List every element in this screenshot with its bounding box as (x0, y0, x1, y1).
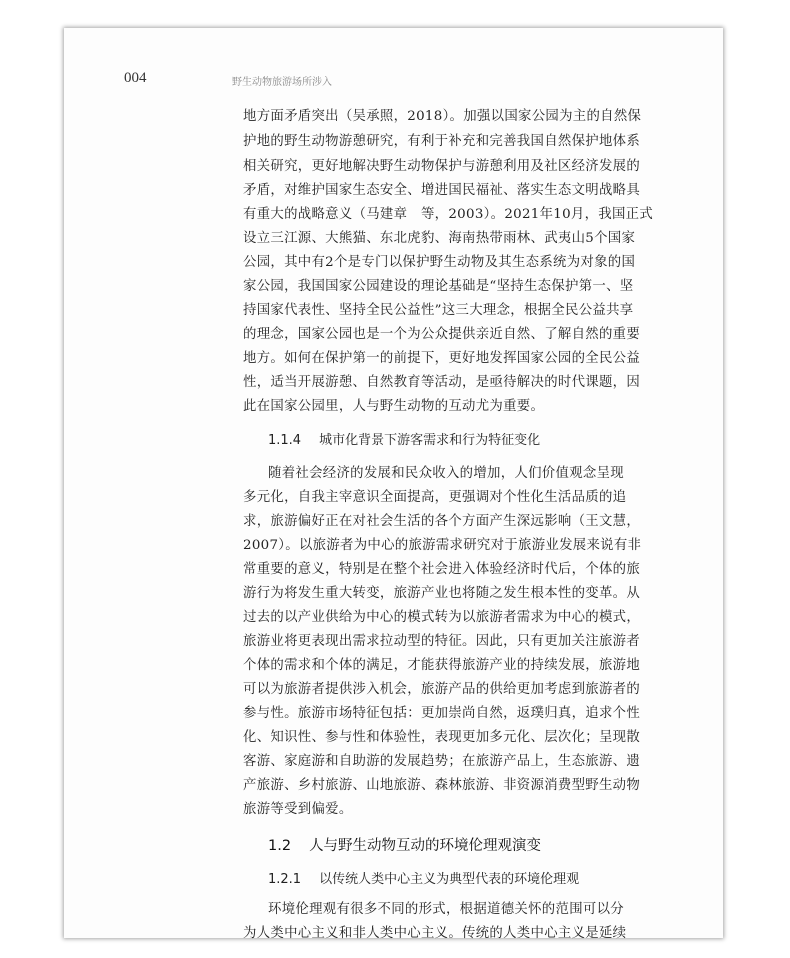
text-line: 持国家代表性、坚持全民公益性”这三大理念，根据全民公益共享 (243, 303, 634, 318)
text-line: 此在国家公园里，人与野生动物的互动尤为重要。 (243, 399, 545, 414)
section-title: 城市化背景下游客需求和行为特征变化 (319, 433, 541, 448)
text-line: 相关研究，更好地解决野生动物保护与游憩利用及社区经济发展的 (243, 159, 641, 174)
text-line: 护地的野生动物游憩研究，有利于补充和完善我国自然保护地体系 (243, 134, 641, 149)
text-line: 有重大的战略意义（马建章 等，2003）。2021年10月，我国正式 (243, 207, 654, 222)
section-number: 1.1.4 (268, 433, 302, 448)
section-title: 以传统人类中心主义为典型代表的环境伦理观 (319, 872, 580, 887)
section-heading-1-2 (268, 834, 541, 855)
text-line: 求，旅游偏好正在对社会生活的各个方面产生深远影响（王文慧， (243, 514, 641, 529)
text-line: 的理念，国家公园也是一个为公众提供亲近自然、了解自然的重要 (243, 327, 641, 342)
text-line: 可以为旅游者提供涉入机会，旅游产品的供给更加考虑到旅游者的 (243, 682, 641, 697)
text-line: 环境伦理观有很多不同的形式，根据道德关怀的范围可以分 (268, 902, 624, 917)
text-line: 产旅游、乡村旅游、山地旅游、森林旅游、非资源消费型野生动物 (243, 778, 641, 793)
text-line: 参与性。旅游市场特征包括：更加崇尚自然，返璞归真，追求个性 (243, 706, 641, 721)
text-line: 旅游业将更表现出需求拉动型的特征。因此，只有更加关注旅游者 (243, 634, 641, 649)
text-line: 家公园，我国国家公园建设的理论基础是“坚持生态保护第一、坚 (243, 279, 634, 294)
text-line: 常重要的意义，特别是在整个社会进入体验经济时代后，个体的旅 (243, 562, 641, 577)
text-line: 多元化，自我主宰意识全面提高，更强调对个性化生活品质的追 (243, 490, 627, 505)
text-line: 为人类中心主义和非人类中心主义。传统的人类中心主义是延续 (243, 926, 627, 941)
section-title: 人与野生动物互动的环境伦理观演变 (309, 838, 542, 854)
text-line: 过去的以产业供给为中心的模式转为以旅游者需求为中心的模式， (243, 610, 641, 625)
section-heading-1-1-4 (268, 429, 540, 448)
text-line: 地方面矛盾突出（吴承照，2018）。加强以国家公园为主的自然保 (243, 109, 642, 124)
text-line: 客游、家庭游和自助游的发展趋势；在旅游产品上，生态旅游、遗 (243, 754, 641, 769)
text-line: 游行为将发生重大转变，旅游产业也将随之发生根本性的变革。从 (243, 586, 641, 601)
page-number: 004 (124, 70, 147, 86)
text-line: 随着社会经济的发展和民众收入的增加，人们价值观念呈现 (268, 466, 624, 481)
section-heading-1-2-1 (268, 868, 579, 887)
text-line: 公园，其中有2个是专门以保护野生动物及其生态系统为对象的国 (243, 255, 636, 270)
section-number: 1.2.1 (268, 872, 302, 887)
text-line: 个体的需求和个体的满足，才能获得旅游产业的持续发展，旅游地 (243, 658, 641, 673)
text-line: 矛盾，对维护国家生态安全、增进国民福祉、落实生态文明战略具 (243, 183, 641, 198)
text-line: 性，适当开展游憩、自然教育等活动，是亟待解决的时代课题，因 (243, 375, 641, 390)
text-line: 地方。如何在保护第一的前提下，更好地发挥国家公园的全民公益 (243, 351, 641, 366)
running-header-title: 野生动物旅游场所涉入 (232, 77, 332, 88)
text-line: 2007）。以旅游者为中心的旅游需求研究对于旅游业发展来说有非 (243, 538, 642, 553)
section-number: 1.2 (268, 838, 292, 854)
text-line: 化、知识性、参与性和体验性，表现更加多元化、层次化；呈现散 (243, 730, 641, 745)
text-line: 设立三江源、大熊猫、东北虎豹、海南热带雨林、武夷山5个国家 (243, 231, 636, 246)
text-line: 旅游等受到偏爱。 (243, 802, 353, 817)
